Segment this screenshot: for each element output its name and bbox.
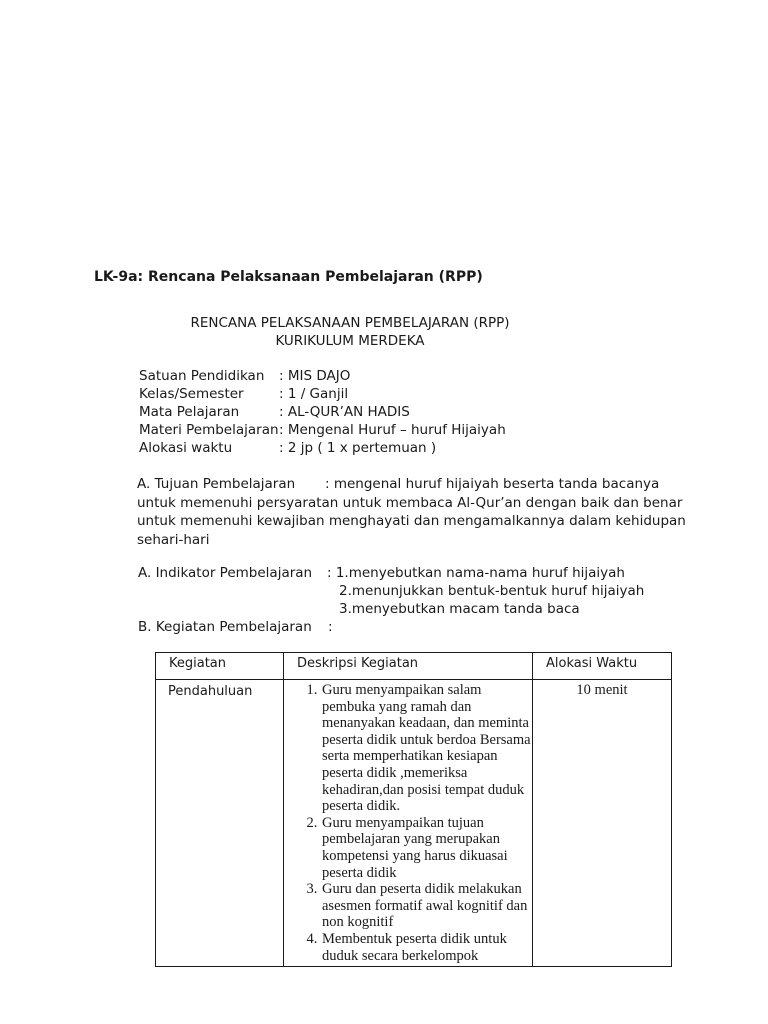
table-header-row bbox=[156, 653, 672, 680]
worksheet-heading: LK-9a: Rencana Pelaksanaan Pembelajaran (RPP) bbox=[94, 269, 483, 285]
kegiatan-label: B. Kegiatan Pembelajaran bbox=[138, 619, 312, 635]
activity-table bbox=[155, 652, 672, 967]
tujuan-label: A. Tujuan Pembelajaran bbox=[137, 476, 296, 492]
identity-value: : Mengenal Huruf – huruf Hijaiyah bbox=[279, 422, 506, 438]
indikator-item: 2.menunjukkan bentuk-bentuk huruf hijaiyah bbox=[339, 583, 645, 599]
indikator-item: : 1.menyebutkan nama-nama huruf hijaiyah bbox=[327, 565, 625, 581]
indikator-item: 3.menyebutkan macam tanda baca bbox=[339, 601, 580, 617]
list-item: 2. Guru menyampaikan tujuan pembelajaran yang merupakan kompetensi yang harus dikuasai peserta didik bbox=[321, 815, 532, 881]
identity-value: : 1 / Ganjil bbox=[279, 386, 349, 402]
identity-label: Materi Pembelajaran bbox=[139, 422, 279, 438]
column-header-kegiatan: Kegiatan bbox=[156, 653, 284, 680]
rpp-subtitle: KURIKULUM MERDEKA bbox=[275, 333, 425, 349]
cell-alokasi: 10 menit bbox=[533, 680, 672, 967]
identity-value: : 2 jp ( 1 x pertemuan ) bbox=[279, 440, 437, 456]
tujuan-text: : mengenal huruf hijaiyah beserta tanda bacanya untuk memenuhi persyaratan untuk membaca Al-Qur’an dengan baik dan benar untuk memenuhi kewajiban menghayati dan mengamalkannya dalam kehidupan sehari-hari bbox=[137, 476, 686, 548]
description-list bbox=[284, 680, 532, 966]
identity-label: Kelas/Semester bbox=[139, 386, 244, 402]
list-item: 3. Guru dan peserta didik melakukan asesmen formatif awal kognitif dan non kognitif bbox=[321, 881, 532, 931]
column-header-alokasi: Alokasi Waktu bbox=[533, 653, 672, 680]
identity-value: : MIS DAJO bbox=[279, 368, 351, 384]
table-row bbox=[156, 680, 672, 967]
column-header-deskripsi: Deskripsi Kegiatan bbox=[284, 653, 533, 680]
list-item: 1. Guru menyampaikan salam pembuka yang ramah dan menanyakan keadaan, dan meminta peserta didik untuk berdoa Bersama serta memperhatikan kesiapan peserta didik ,memeriksa kehadiran,dan posisi tempat duduk peserta didik. bbox=[321, 682, 532, 815]
tujuan-paragraph bbox=[137, 475, 697, 549]
kegiatan-colon: : bbox=[328, 619, 333, 635]
rpp-title: RENCANA PELAKSANAAN PEMBELAJARAN (RPP) bbox=[190, 315, 510, 331]
cell-kegiatan: Pendahuluan bbox=[156, 680, 284, 967]
identity-label: Mata Pelajaran bbox=[139, 404, 240, 420]
indikator-label: A. Indikator Pembelajaran bbox=[138, 565, 313, 581]
list-item: 4. Membentuk peserta didik untuk duduk secara berkelompok bbox=[321, 931, 532, 964]
cell-deskripsi bbox=[284, 680, 533, 967]
identity-label: Satuan Pendidikan bbox=[139, 368, 265, 384]
identity-value: : AL-QUR’AN HADIS bbox=[279, 404, 410, 420]
identity-label: Alokasi waktu bbox=[139, 440, 233, 456]
